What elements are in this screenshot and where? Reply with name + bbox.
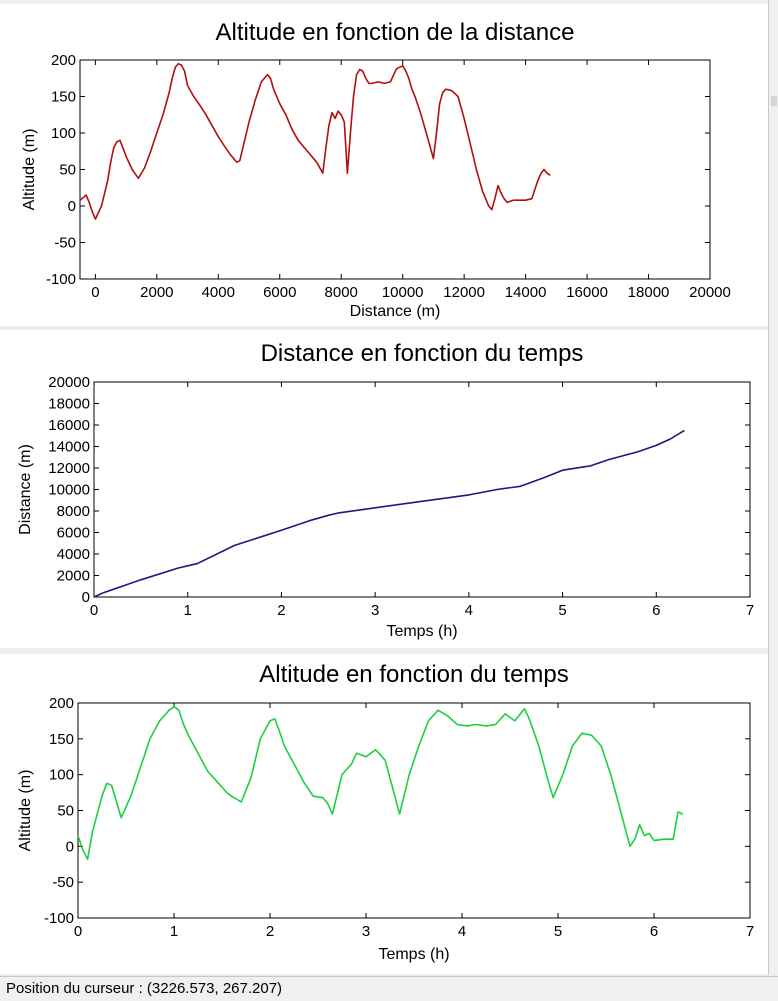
x-tick-label: 1 (169, 923, 179, 940)
x-tick-label: 2000 (140, 284, 174, 301)
y-tick-label: 10000 (48, 481, 90, 499)
y-tick-label: 50 (57, 802, 74, 820)
y-tick-label: -100 (43, 910, 74, 927)
x-tick-label: 6 (649, 923, 659, 940)
y-tick-label: -50 (52, 874, 74, 892)
y-tick-label: 16000 (48, 417, 90, 434)
x-tick-label: 3 (370, 602, 380, 619)
cursor-position-label: Position du curseur : (6, 980, 143, 997)
x-tick-label: 12000 (443, 284, 486, 301)
y-tick-label: 50 (59, 161, 76, 179)
x-tick-label: 6 (652, 602, 661, 619)
y-tick-label: 4000 (56, 546, 90, 563)
y-tick-label: 14000 (48, 438, 90, 456)
x-tick-label: 2 (265, 923, 275, 940)
y-axis-label: Altitude (m) (21, 128, 38, 211)
cursor-position-value: (3226.573, 267.207) (146, 980, 283, 997)
x-axis-label: Distance (m) (349, 303, 441, 320)
x-tick-label: 6000 (263, 284, 297, 301)
series-line (78, 707, 683, 860)
x-tick-label: 2 (277, 602, 286, 619)
x-tick-label: 4 (464, 602, 474, 619)
vertical-scrollbar[interactable] (768, 0, 778, 975)
y-tick-label: 12000 (48, 460, 90, 477)
chart-title: Altitude en fonction de la distance (215, 19, 575, 46)
panel-altitude-vs-time (0, 654, 768, 974)
x-tick-label: 8000 (324, 284, 358, 301)
y-tick-label: 100 (48, 766, 74, 784)
x-axis-label: Temps (h) (378, 946, 450, 963)
x-tick-label: 5 (553, 923, 563, 940)
x-tick-label: 0 (89, 602, 99, 619)
x-tick-label: 4 (457, 923, 467, 940)
y-tick-label: 0 (65, 838, 74, 856)
y-tick-label: 100 (50, 125, 76, 142)
y-tick-label: 150 (50, 88, 76, 106)
x-tick-label: 7 (745, 923, 755, 940)
y-tick-label: 200 (48, 695, 74, 712)
y-tick-label: 8000 (56, 503, 90, 520)
panel-distance-vs-time (0, 330, 768, 648)
y-tick-label: 150 (48, 730, 74, 748)
x-tick-label: 7 (745, 602, 755, 619)
y-tick-label: 6000 (56, 524, 90, 542)
chart-altitude-distance[interactable] (0, 4, 768, 326)
y-tick-label: 0 (81, 589, 90, 606)
y-tick-label: 20000 (48, 374, 90, 391)
x-tick-label: 14000 (504, 284, 547, 301)
x-tick-label: 5 (558, 602, 567, 619)
chart-title: Distance en fonction du temps (260, 340, 584, 367)
y-axis-label: Distance (m) (17, 444, 34, 535)
plot-area-frame (80, 60, 710, 279)
plot-area-frame (78, 703, 750, 918)
x-tick-label: 20000 (689, 284, 731, 301)
scrollbar-thumb[interactable] (771, 96, 777, 106)
status-bar (0, 976, 778, 1001)
y-tick-label: 0 (67, 198, 76, 215)
x-tick-label: 3 (361, 923, 371, 940)
y-tick-label: -100 (45, 271, 76, 288)
chart-altitude-time[interactable] (0, 654, 768, 974)
x-tick-label: 18000 (627, 284, 670, 301)
chart-distance-time[interactable] (0, 330, 768, 648)
y-tick-label: 200 (50, 52, 76, 69)
panel-altitude-vs-distance (0, 4, 768, 326)
y-tick-label: 18000 (48, 395, 90, 413)
y-tick-label: -50 (54, 234, 76, 252)
x-tick-label: 0 (73, 923, 83, 940)
y-axis-label: Altitude (m) (17, 769, 34, 852)
series-line (94, 430, 684, 597)
y-tick-label: 2000 (56, 567, 90, 585)
x-tick-label: 1 (183, 602, 192, 619)
x-tick-label: 0 (91, 284, 100, 301)
series-line (80, 64, 550, 219)
x-axis-label: Temps (h) (386, 623, 458, 640)
x-tick-label: 16000 (566, 284, 608, 301)
chart-title: Altitude en fonction du temps (259, 661, 569, 688)
x-tick-label: 4000 (201, 284, 235, 301)
x-tick-label: 10000 (381, 284, 424, 301)
